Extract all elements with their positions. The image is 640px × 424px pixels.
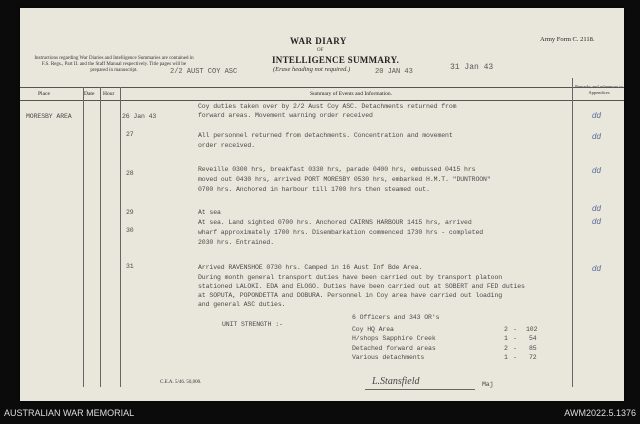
hour-col-divider	[120, 87, 121, 387]
entry-line: Coy duties taken over by 2/2 Aust Coy ASC. Detachments returned from	[198, 103, 457, 110]
strength-row-label: Various detachments	[352, 354, 425, 361]
entry-line: 2030 hrs. Entrained.	[198, 239, 275, 246]
strength-row-label: Coy HQ Area	[352, 326, 394, 333]
strength-row-ors: 54	[529, 335, 537, 342]
strength-row-officers: 2	[504, 326, 508, 333]
instructions-note: Instructions regarding War Diaries and Intelligence Summaries are contained in F.S. Regs., Part II. and the Staff Manual respectively. Title pages will be prepared in manuscript.	[34, 56, 194, 73]
strength-row-ors: 85	[529, 345, 537, 352]
strength-row-officers: 1	[504, 354, 508, 361]
entry-line: During month general transport duties have been carried out by transport platoon	[198, 274, 503, 281]
col-header-summary: Summary of Events and Information.	[310, 91, 393, 97]
strength-row-label: Detached forward areas	[352, 345, 436, 352]
entry-date: 27	[126, 131, 134, 138]
title-war-diary: WAR DIARY	[290, 36, 347, 46]
title-note: (Erase heading not required.)	[273, 66, 351, 73]
remark-mark: dd	[592, 264, 601, 273]
col-header-date: Date	[84, 91, 95, 97]
army-form-number: Army Form C. 2118.	[540, 36, 595, 43]
remarks-header: Appendices	[588, 89, 610, 95]
entry-line: All personnel returned from detachments. Concentration and movement	[198, 132, 453, 139]
entry-line: wharf approximately 1700 hrs. Disembarkation commenced 1730 hrs - completed	[198, 229, 484, 236]
title-intelligence-summary: INTELLIGENCE SUMMARY.	[272, 55, 400, 65]
entry-line: Arrived RAVENSHOE 0730 hrs. Camped in 16 Aust Inf Bde Area.	[198, 264, 423, 271]
entry-line: and general ASC duties.	[198, 301, 286, 308]
entry-place: MORESBY AREA	[26, 113, 72, 120]
remark-mark: dd	[592, 132, 601, 141]
place-col-divider	[83, 87, 84, 387]
signature-rank: Maj	[482, 381, 494, 388]
title-of: OF	[317, 48, 324, 53]
date-col-divider	[100, 87, 101, 387]
entry-line: at SOPUTA, POPONDETTA and DOBURA. Personnel in Coy area have carried out loading	[198, 292, 503, 299]
remark-mark: dd	[592, 217, 601, 226]
remark-mark: dd	[592, 204, 601, 213]
entry-date: 31	[126, 263, 134, 270]
remarks-col-divider	[572, 78, 573, 387]
entry-line: 0700 hrs. Anchored in harbour till 1700 hrs then steamed out.	[198, 186, 430, 193]
strength-row-officers: 2	[504, 345, 508, 352]
entry-line: At sea	[198, 209, 221, 216]
entry-line: forward areas. Movement warning order received	[198, 112, 373, 119]
entry-date: 26 Jan 43	[122, 113, 157, 120]
entry-line: stationed LALOKI. EDA and ELOGO. Duties have been carried out at SOBERT and FED duties	[198, 283, 525, 290]
signature: L.Stansfield	[372, 376, 420, 387]
strength-row-officers: 1	[504, 335, 508, 342]
header-top-rule	[20, 87, 624, 88]
entry-date: 28	[126, 170, 134, 177]
entry-line: Reveille 0300 hrs, breakfast 0330 hrs, parade 0400 hrs, embussed 0415 hrs	[198, 166, 476, 173]
remark-mark: dd	[592, 166, 601, 175]
typed-unit-name: 2/2 AUST COY ASC	[170, 68, 238, 76]
strength-row-label: H/shops Sapphire Creek	[352, 335, 436, 342]
print-reference: C.E.A. 5/46. 50,000.	[160, 380, 202, 385]
col-header-place: Place	[38, 91, 50, 97]
entry-line: At sea. Land sighted 0700 hrs. Anchored CAIRNS HARBOUR 1415 hrs, arrived	[198, 219, 472, 226]
war-diary-page: WAR DIARY OF INTELLIGENCE SUMMARY. (Erase heading not required.) Army Form C. 2118. Instructions regarding War Diaries and Intelligence Summaries are contained in F.S. Regs., Part II. and the Staff Manual respectively. Title pages will be prepared in manuscript. 2/2 AUST COY ASC 20 JAN 43 31 Jan 43 Appendices Place Date Hour Summary of Events and Information. MORESBY AREA 26 Jan 43 Coy duties taken over by 2/2 Aust Coy ASC. Detachments returned from forward areas. Movement warning order received dd 27 All personnel returned from detachments. Concentration and movement order received. dd 28 Reveille 0300 hrs, breakfast 0330 hrs, parade 0400 hrs, embussed 0415 hrs moved out 0430 hrs, arrived PORT MORESBY 0530 hrs, embarked H.M.T. "DUNTROON" 0700 hrs. Anchored in harbour till 1700 hrs then steamed out. dd 29 At sea dd 30 At sea. Land sighted 0700 hrs. Anchored CAIRNS HARBOUR 1415 hrs, arrived wharf approximately 1700 hrs. Disembarkation commenced 1730 hrs - completed 2030 hrs. Entrained. dd 31 Arrived RAVENSHOE 0730 hrs. Camped in 16 Aust Inf Bde Area. During month general transport duties have been carried out by transport platoon stationed LALOKI. EDA and ELOGO. Duties have been carried out at SOBERT and FED duties at SOPUTA, POPONDETTA and DOBURA. Personnel in Coy area have carried out loading and general ASC duties. dd UNIT STRENGTH :- 6 Officers and 343 OR's Coy HQ Area 2 - 102 H/shops Sapphire Creek 1 - 54 Detached forward areas 2 - 85 Various detachments 1 - 72 C.E.A. 5/46. 50,000. L.Stansfield Maj	[20, 8, 624, 401]
remark-mark: dd	[592, 111, 601, 120]
typed-month: 31 Jan 43	[450, 63, 494, 72]
typed-month-stamp: 20 JAN 43	[375, 68, 413, 76]
entry-line: order received.	[198, 142, 256, 149]
credit-accession: AWM2022.5.1376	[564, 408, 636, 418]
signature-line	[365, 389, 475, 390]
strength-total: 6 Officers and 343 OR's	[352, 314, 440, 321]
header-bottom-rule	[20, 100, 624, 101]
strength-label: UNIT STRENGTH :-	[222, 321, 283, 328]
entry-line: moved out 0430 hrs, arrived PORT MORESBY 0530 hrs, embarked H.M.T. "DUNTROON"	[198, 176, 491, 183]
credit-institution: AUSTRALIAN WAR MEMORIAL	[4, 408, 135, 418]
entry-date: 30	[126, 227, 134, 234]
strength-row-ors: 102	[526, 326, 538, 333]
entry-date: 29	[126, 209, 134, 216]
col-header-hour: Hour	[103, 91, 115, 97]
strength-row-ors: 72	[529, 354, 537, 361]
